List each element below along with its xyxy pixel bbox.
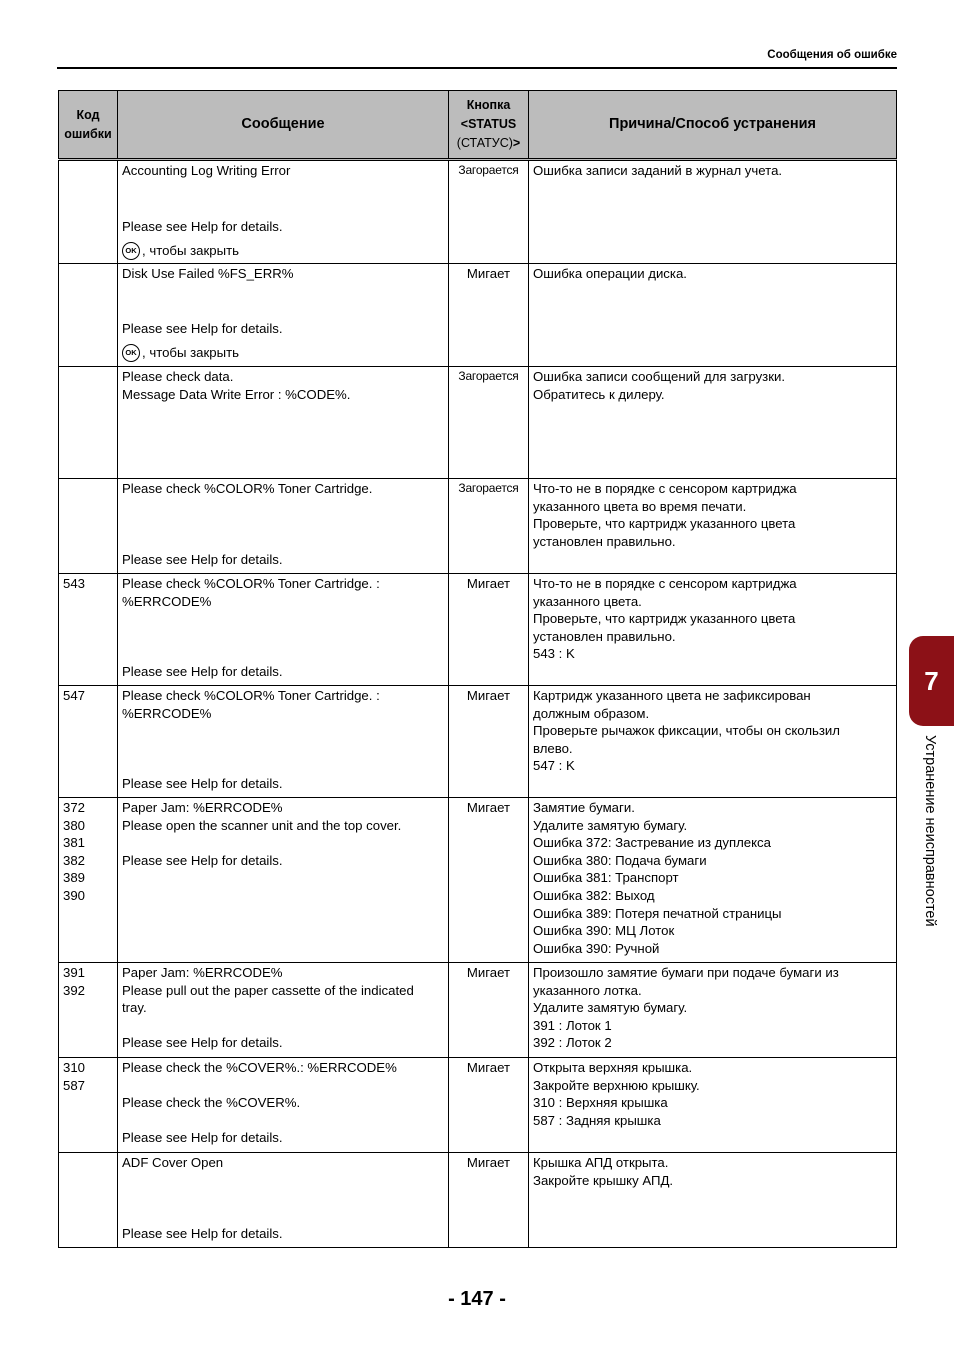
column-header-button-line2: <STATUS [460,117,517,131]
message-line: ADF Cover Open [122,1155,224,1170]
error-code-cell [59,798,118,963]
message-cell [118,574,449,686]
error-code-cell [59,1153,118,1248]
status-button-state: Мигает [449,1153,529,1248]
cause-remedy-cell [529,574,897,686]
message-footer [122,663,283,681]
status-button-state: Загорается [449,160,529,264]
ok-button-icon: OK [122,344,140,362]
cause-remedy-cell [529,264,897,367]
cause-remedy-cell [529,1153,897,1248]
chapter-tab: 7 [909,636,954,726]
message-footer [122,218,283,260]
table-row [59,479,897,574]
message-line: tray. [122,1000,147,1016]
message-line: Please check the %COVER%.: %ERRCODE% [122,1060,397,1075]
message-line: Paper Jam: %ERRCODE% [122,800,283,815]
message-help-line: Please see Help for details. [122,664,283,680]
cause-line: Проверьте, что картридж указанного цвета [533,516,796,532]
header-rule [57,67,897,69]
table-row [59,1058,897,1153]
column-header-code-line1: Код [76,107,100,122]
status-button-state: Мигает [449,574,529,686]
error-code-cell [59,479,118,574]
cause-line: Ошибка 390: МЦ Лоток [533,923,675,939]
status-button-state: Мигает [449,963,529,1058]
message-line: Please check data. [122,369,234,384]
cause-line: 391 : Лоток 1 [533,1017,612,1033]
message-line: Please open the scanner unit and the top cover. [122,817,402,833]
ok-close-instruction [122,242,283,260]
message-cell [118,1153,449,1248]
cause-line: Картридж указанного цвета не зафиксирован [533,688,811,703]
message-line [122,1112,444,1130]
ok-close-text: , чтобы закрыть [142,345,239,361]
table-row [59,264,897,367]
message-line: %ERRCODE% [122,593,212,609]
error-code: 372 [63,800,86,815]
cause-remedy-cell [529,479,897,574]
cause-line: Ошибка записи заданий в журнал учета. [533,163,783,178]
error-code: 389 [63,870,86,886]
ok-close-text: , чтобы закрыть [142,243,239,259]
cause-line: указанного цвета. [533,593,642,609]
error-code-cell [59,1058,118,1153]
cause-remedy-cell [529,160,897,264]
message-line: %ERRCODE% [122,705,212,721]
message-line: Please see Help for details. [122,852,283,868]
error-code: 310 [63,1060,86,1075]
cause-line: 310 : Верхняя крышка [533,1095,668,1111]
chapter-title-vertical: Устранение неисправностей [922,735,938,927]
cause-line: должным образом. [533,705,650,721]
table-row [59,367,897,479]
ok-button-icon: OK [122,242,140,260]
error-code: 392 [63,982,86,998]
cause-line: Ошибка 382: Выход [533,887,655,903]
table-row [59,160,897,264]
error-code-cell [59,686,118,798]
column-header-button-bracket: > [512,136,521,150]
table-row [59,686,897,798]
column-header-cause: Причина/Способ устранения [529,91,897,160]
message-cell [118,160,449,264]
column-header-button-line1: Кнопка [466,98,511,112]
cause-line: Крышка АПД открыта. [533,1155,669,1170]
message-line: Please see Help for details. [122,1035,283,1051]
message-help-line: Please see Help for details. [122,552,283,568]
message-cell [118,264,449,367]
cause-line: Что-то не в порядке с сенсором картриджа [533,576,797,591]
cause-line: Ошибка операции диска. [533,266,687,281]
table-header-row [59,91,897,160]
error-code: 587 [63,1077,86,1093]
page-number: - 147 - [448,1288,506,1310]
cause-line: Удалите замятую бумагу. [533,817,688,833]
cause-line: влево. [533,740,573,756]
message-line: Please check %COLOR% Toner Cartridge. [122,481,373,496]
message-help-line: Please see Help for details. [122,321,283,337]
message-line [122,1077,444,1095]
message-footer [122,1225,283,1243]
status-button-state: Мигает [449,264,529,367]
cause-line: установлен правильно. [533,533,676,549]
cause-line: 587 : Задняя крышка [533,1112,661,1128]
error-code: 381 [63,835,86,851]
message-help-line: Please see Help for details. [122,219,283,235]
cause-line: указанного лотка. [533,982,642,998]
status-button-state: Мигает [449,686,529,798]
message-line: Please pull out the paper cassette of the indicated [122,982,414,998]
column-header-button [449,91,529,160]
error-code-cell [59,963,118,1058]
cause-line: Что-то не в порядке с сенсором картриджа [533,481,797,496]
cause-line: Проверьте рычажок фиксации, чтобы он скользил [533,723,840,739]
cause-remedy-cell [529,686,897,798]
error-code: 380 [63,817,86,833]
error-code: 543 [63,576,86,591]
cause-remedy-cell [529,1058,897,1153]
message-line [122,1017,444,1035]
cause-line: 392 : Лоток 2 [533,1035,612,1051]
message-line: Paper Jam: %ERRCODE% [122,965,283,980]
message-footer [122,775,283,793]
cause-remedy-cell [529,798,897,963]
message-cell [118,963,449,1058]
error-code: 391 [63,965,86,980]
error-code-cell [59,367,118,479]
status-button-state: Мигает [449,798,529,963]
cause-remedy-cell [529,963,897,1058]
column-header-code-line2: ошибки [64,126,112,141]
ok-close-instruction [122,344,283,362]
cause-line: Ошибка записи сообщений для загрузки. [533,369,786,384]
cause-line: Удалите замятую бумагу. [533,1000,688,1016]
cause-line: указанного цвета во время печати. [533,498,747,514]
table-row [59,1153,897,1248]
message-line: Please check the %COVER%. [122,1095,301,1111]
message-line: Disk Use Failed %FS_ERR% [122,266,294,281]
cause-line: Ошибка 389: Потеря печатной страницы [533,905,782,921]
error-code: 382 [63,852,86,868]
message-footer [122,551,283,569]
status-button-state: Загорается [449,479,529,574]
message-help-line: Please see Help for details. [122,1226,283,1242]
cause-line: Произошло замятие бумаги при подаче бумаги из [533,965,839,980]
message-cell [118,367,449,479]
table-row [59,574,897,686]
message-cell [118,1058,449,1153]
error-code-cell [59,574,118,686]
cause-line: Ошибка 390: Ручной [533,940,660,956]
cause-line: 547 : K [533,758,575,774]
cause-line: Закройте верхнюю крышку. [533,1077,700,1093]
message-line [122,834,444,852]
message-help-line: Please see Help for details. [122,776,283,792]
column-header-button-status-ru: (СТАТУС) [456,136,513,150]
cause-line: Замятие бумаги. [533,800,635,815]
cause-line: Ошибка 380: Подача бумаги [533,852,707,868]
message-cell [118,798,449,963]
running-header: Сообщения об ошибке [767,49,897,61]
cause-line: Ошибка 381: Транспорт [533,870,679,886]
message-line: Please check %COLOR% Toner Cartridge. : [122,576,380,591]
error-code-cell [59,160,118,264]
message-cell [118,686,449,798]
cause-line: Открыта верхняя крышка. [533,1060,693,1075]
cause-line: установлен правильно. [533,628,676,644]
cause-line: Обратитесь к дилеру. [533,386,665,402]
error-code: 547 [63,688,86,703]
column-header-code [59,91,118,160]
message-footer [122,320,283,362]
message-line: Please see Help for details. [122,1130,283,1146]
table-body [59,160,897,1248]
status-button-state: Загорается [449,367,529,479]
cause-line: Проверьте, что картридж указанного цвета [533,611,796,627]
column-header-message: Сообщение [118,91,449,160]
status-button-state: Мигает [449,1058,529,1153]
error-messages-table [58,90,897,1248]
error-code: 390 [63,887,86,903]
cause-line: 543 : K [533,646,575,662]
message-line: Please check %COLOR% Toner Cartridge. : [122,688,380,703]
column-header-button-line3 [449,134,528,153]
error-code-cell [59,264,118,367]
message-line: Accounting Log Writing Error [122,163,291,178]
message-cell [118,479,449,574]
message-line: Message Data Write Error : %CODE%. [122,386,351,402]
cause-line: Ошибка 372: Застревание из дуплекса [533,835,771,851]
table-row [59,798,897,963]
table-row [59,963,897,1058]
cause-line: Закройте крышку АПД. [533,1172,674,1188]
cause-remedy-cell [529,367,897,479]
